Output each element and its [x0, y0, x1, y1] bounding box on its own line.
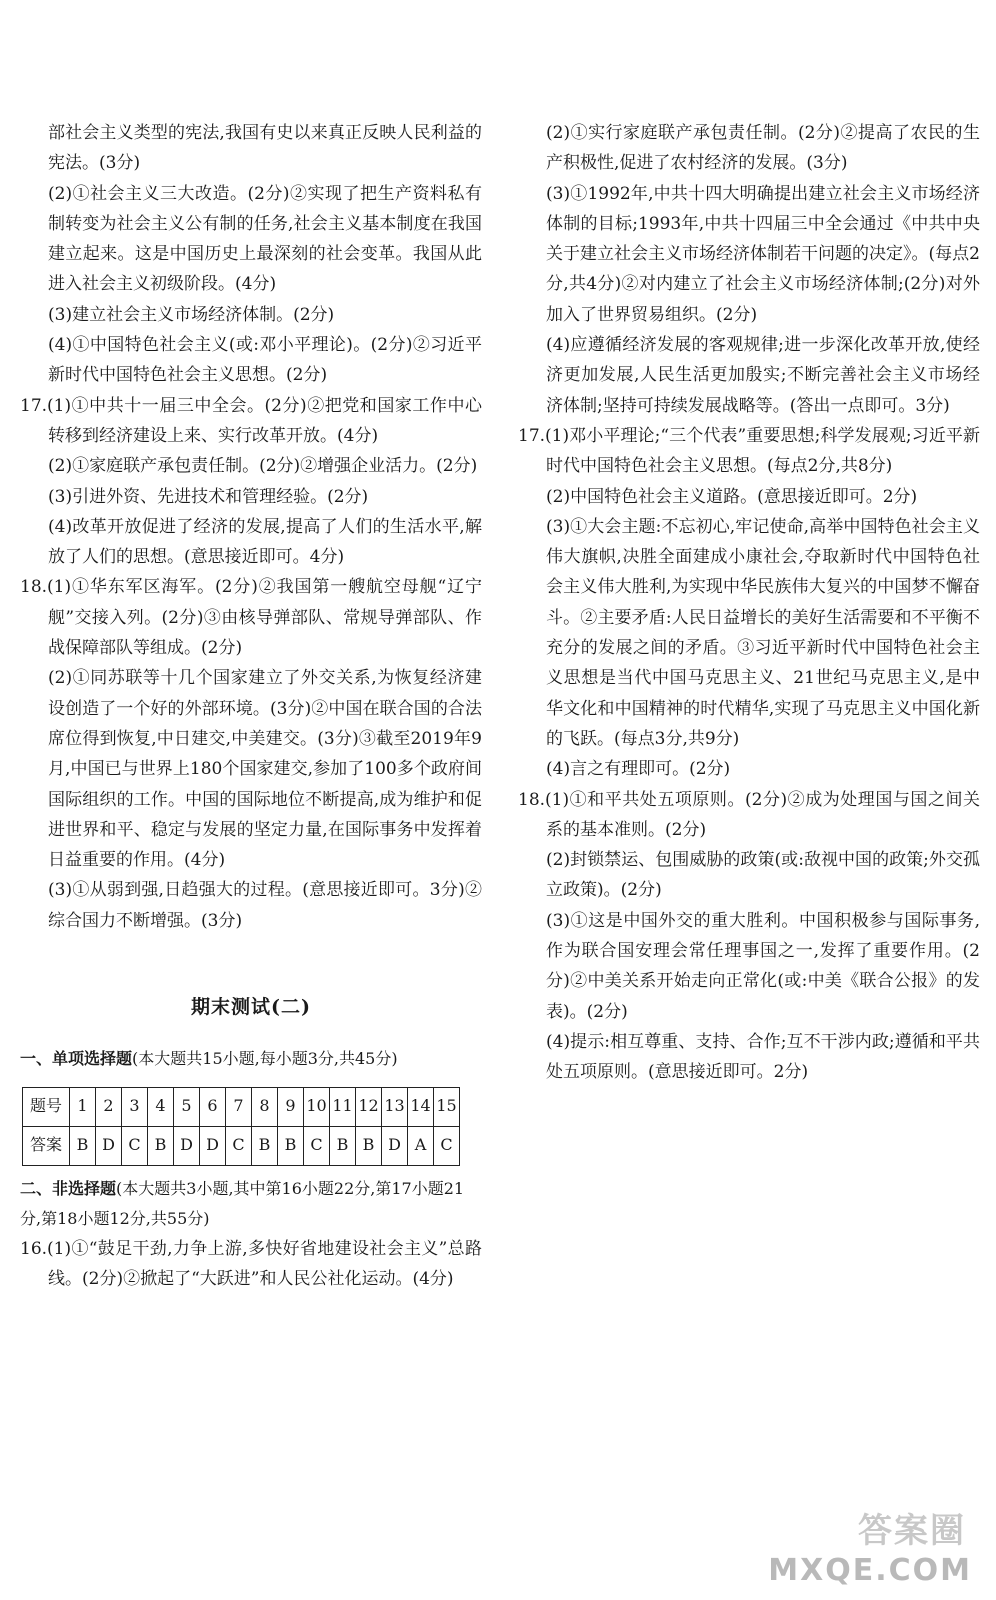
- answer-cell: B: [278, 1126, 304, 1165]
- answer-cell: A: [408, 1126, 434, 1165]
- answer-paragraph: (2)封锁禁运、包围威胁的政策(或:敌视中国的政策;外交孤立政策)。(2分): [546, 850, 980, 901]
- part2-heading: [20, 1174, 482, 1234]
- table-row-label: 题号: [23, 1087, 70, 1126]
- answer-paragraph: (4)提示:相互尊重、支持、合作;互不干涉内政;遵循和平共处五项原则。(意思接近即可。2分): [546, 1031, 980, 1083]
- part1-heading: [20, 1044, 482, 1074]
- answer-table-number-row: [23, 1087, 460, 1126]
- answer-cell: C: [122, 1126, 148, 1165]
- answer-paragraph: (3)引进外资、先进技术和管理经验。(2分): [48, 486, 369, 507]
- answer-table-answer-row: [23, 1126, 460, 1165]
- answer-cell: C: [226, 1126, 252, 1165]
- answer-cell: B: [70, 1126, 96, 1165]
- answer-paragraph: (4)应遵循经济发展的客观规律;进一步深化改革开放,使经济更加发展,人民生活更加殷实;不断完善社会主义市场经济体制;坚持可持续发展战略等。(答出一点即可。3分): [546, 335, 980, 416]
- part1-heading-rest: (本大题共15小题,每小题3分,共45分): [132, 1049, 398, 1069]
- answer-paragraph: (3)①从弱到强,日趋强大的过程。(意思接近即可。3分)②综合国力不断增强。(3分): [48, 880, 482, 931]
- answer-cell: D: [200, 1126, 226, 1165]
- question-number-cell: 8: [252, 1087, 278, 1126]
- question-number-cell: 15: [434, 1087, 460, 1126]
- answer-paragraph: 18.(1)①华东军区海军。(2分)②我国第一艘航空母舰“辽宁舰”交接入列。(2分)③由核导弹部队、常规导弹部队、作战保障部队等组成。(2分): [20, 577, 482, 659]
- question-number-cell: 9: [278, 1087, 304, 1126]
- answer-paragraph: 部社会主义类型的宪法,我国有史以来真正反映人民利益的宪法。(3分): [48, 123, 482, 174]
- answer-paragraph: (2)中国特色社会主义道路。(意思接近即可。2分): [546, 486, 918, 507]
- answer-paragraph: (2)①社会主义三大改造。(2分)②实现了把生产资料私有制转变为社会主义公有制的任务,社会主义基本制度在我国建立起来。这是中国历史上最深刻的社会变革。我国从此进入社会主义初级阶段。(4分): [48, 183, 482, 295]
- watermark-url: MXQE.COM: [768, 1553, 972, 1588]
- answer-cell: D: [382, 1126, 408, 1165]
- part1-heading-bold: 一、单项选择题: [20, 1049, 133, 1069]
- answer-cell: D: [96, 1126, 122, 1165]
- answer-paragraph: (4)改革开放促进了经济的发展,提高了人们的生活水平,解放了人们的思想。(意思接近即可。4分): [48, 516, 482, 568]
- question-number-cell: 14: [408, 1087, 434, 1126]
- question-number-cell: 13: [382, 1087, 408, 1126]
- question-number-cell: 2: [96, 1087, 122, 1126]
- answer-paragraph: (2)①家庭联产承包责任制。(2分)②增强企业活力。(2分): [48, 456, 478, 477]
- left-column: [20, 118, 482, 1294]
- part2-heading-rest: (本大题共3小题,其中第16小题22分,第17小题21分,第18小题12分,共55分): [20, 1178, 465, 1228]
- question-number-cell: 4: [148, 1087, 174, 1126]
- answer-table: [22, 1087, 460, 1166]
- question-number-cell: 1: [70, 1087, 96, 1126]
- answer-paragraph: (3)①大会主题:不忘初心,牢记使命,高举中国特色社会主义伟大旗帜,决胜全面建成小康社会,夺取新时代中国特色社会主义伟大胜利,为实现中华民族伟大复兴的中国梦不懈奋斗。②主要矛盾:人民日益增长的美好生活需要和不平衡不充分的发展之间的矛盾。③习近平新时代中国特色社会主义思想是当代中国马克思主义、21世纪马克思主义,是中华文化和中国精神的时代精华,实现了马克思主义中国化新的飞跃。(每点3分,共9分): [546, 516, 980, 749]
- question-number-cell: 10: [304, 1087, 330, 1126]
- question-16-answer: 16.(1)①“鼓足干劲,力争上游,多快好省地建设社会主义”总路线。(2分)②掀起了“大跃进”和人民公社化运动。(4分): [20, 1238, 482, 1289]
- answer-cell: B: [252, 1126, 278, 1165]
- watermark-logo-text: 答案圈: [858, 1511, 966, 1551]
- answer-cell: B: [148, 1126, 174, 1165]
- right-column: [518, 118, 980, 1088]
- question-number-cell: 3: [122, 1087, 148, 1126]
- answer-cell: C: [304, 1126, 330, 1165]
- answer-paragraph: (2)①实行家庭联产承包责任制。(2分)②提高了农民的生产积极性,促进了农村经济的发展。(3分): [546, 123, 980, 174]
- answer-paragraph: (3)建立社会主义市场经济体制。(2分): [48, 304, 335, 325]
- right-answer-list: [518, 118, 980, 1088]
- part2-heading-bold: 二、非选择题: [20, 1178, 117, 1198]
- answer-paragraph: (4)①中国特色社会主义(或:邓小平理论)。(2分)②习近平新时代中国特色社会主义思想。(2分): [48, 335, 482, 386]
- question-number-cell: 7: [226, 1087, 252, 1126]
- question-number-cell: 5: [174, 1087, 200, 1126]
- left-answer-list: [20, 118, 482, 936]
- answer-paragraph: 17.(1)①中共十一届三中全会。(2分)②把党和国家工作中心转移到经济建设上来、实行改革开放。(4分): [20, 395, 482, 446]
- answer-paragraph: (3)①这是中国外交的重大胜利。中国积极参与国际事务,作为联合国安理会常任理事国之一,发挥了重要作用。(2分)②中美关系开始走向正常化(或:中美《联合公报》的发表)。(2分): [546, 910, 980, 1022]
- answer-paragraph: (4)言之有理即可。(2分): [546, 759, 731, 780]
- answer-paragraph: (3)①1992年,中共十四大明确提出建立社会主义市场经济体制的目标;1993年,中共十四届三中全会通过《中共中央关于建立社会主义市场经济体制若干问题的决定》。(每点2分,共4分)②对内建立了社会主义市场经济体制;(2分)对外加入了世界贸易组织。(2分): [546, 183, 980, 325]
- answer-paragraph: (2)①同苏联等十几个国家建立了外交关系,为恢复经济建设创造了一个好的外部环境。(3分)②中国在联合国的合法席位得到恢复,中日建交,中美建交。(3分)③截至2019年9月,中国已与世界上180个国家建交,参加了100多个政府间国际组织的工作。中国的国际地位不断提高,成为维护和促进世界和平、稳定与发展的坚定力量,在国际事务中发挥着日益重要的作用。(4分): [48, 668, 482, 871]
- question-number-cell: 6: [200, 1087, 226, 1126]
- answer-cell: B: [330, 1126, 356, 1165]
- answer-cell: C: [434, 1126, 460, 1165]
- answer-paragraph: 17.(1)邓小平理论;“三个代表”重要思想;科学发展观;习近平新时代中国特色社会主义思想。(每点2分,共8分): [518, 425, 980, 477]
- table-row-label: 答案: [23, 1126, 70, 1165]
- question-number-cell: 12: [356, 1087, 382, 1126]
- section-title: 期末测试(二): [191, 996, 311, 1019]
- question-number-cell: 11: [330, 1087, 356, 1126]
- answer-cell: D: [174, 1126, 200, 1165]
- answer-cell: B: [356, 1126, 382, 1165]
- answer-paragraph: 18.(1)①和平共处五项原则。(2分)②成为处理国与国之间关系的基本准则。(2分): [518, 789, 980, 840]
